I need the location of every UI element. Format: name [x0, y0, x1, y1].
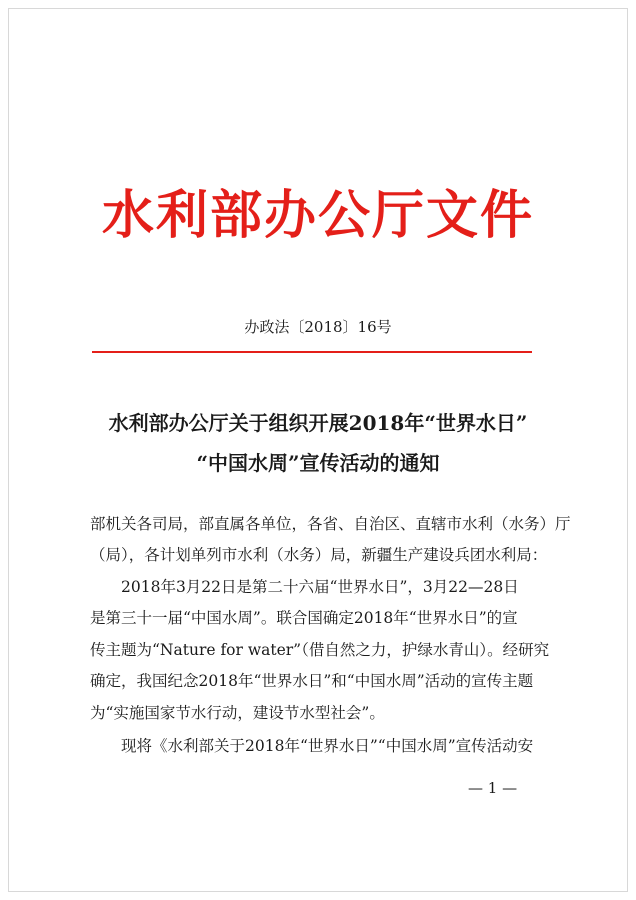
page-number: — 1 —	[468, 779, 518, 797]
body-line-4: 是第三十一届“中国水周”。联合国确定2018年“世界水日”的宣	[90, 609, 518, 627]
body-line-5: 传主题为“Nature for water”（借自然之力，护绿水青山）。经研究	[90, 641, 550, 659]
body-line-1: 部机关各司局，部直属各单位，各省、自治区、直辖市水利（水务）厅	[90, 515, 571, 533]
red-divider-line	[92, 351, 532, 353]
body-line-6: 确定，我国纪念2018年“世界水日”和“中国水周”活动的宣传主题	[90, 672, 534, 690]
body-line-3: 2018年3月22日是第二十六届“世界水日”，3月22—28日	[90, 578, 519, 596]
document-number: 办政法〔2018〕16号	[244, 318, 392, 336]
body-line-7: 为“实施国家节水行动，建设节水型社会”。	[90, 704, 385, 722]
document-header-title: 水利部办公厅文件	[101, 186, 534, 246]
document-title-line-2: “中国水周”宣传活动的通知	[196, 451, 440, 475]
body-line-8: 现将《水利部关于2018年“世界水日”“中国水周”宣传活动安	[90, 737, 534, 755]
document-title-line-1: 水利部办公厅关于组织开展2018年“世界水日”	[108, 411, 528, 435]
body-line-2: （局），各计划单列市水利（水务）局，新疆生产建设兵团水利局：	[90, 546, 548, 564]
